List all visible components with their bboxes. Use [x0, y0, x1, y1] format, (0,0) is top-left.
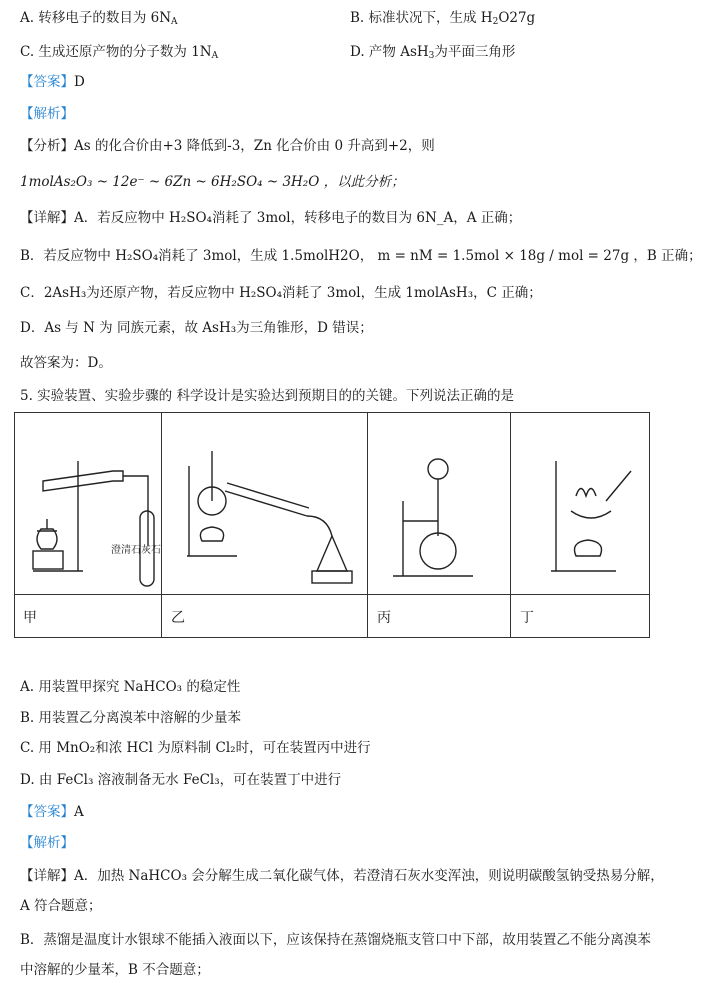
q5-option-a: A. 用装置甲探究 NaHCO₃ 的稳定性 — [20, 679, 241, 695]
q4-option-d: D. 产物 AsH$_3$为平面三角形 — [350, 44, 516, 61]
equation-line: 1molAs₂O₃ ~ 12e⁻ ~ 6Zn ~ 6H₂SO₄ ~ 3H₂O ，以此分析； — [20, 174, 405, 190]
detail2-b-line2: 中溶解的少量苯，B 不合题意； — [20, 962, 210, 978]
answer-line-1: 【答案】D — [20, 74, 85, 90]
detail-a-line: 【详解】A．若反应物中 H₂SO₄消耗了 3mol，转移电子的数目为 6N_A，A 正确； — [20, 210, 522, 226]
analysis-label-2: 【解析】 — [20, 835, 74, 851]
q5-option-b: B. 用装置乙分离溴苯中溶解的少量苯 — [20, 710, 242, 726]
conclusion-line: 故答案为：D。 — [20, 355, 112, 371]
question-5-stem: 5. 实验装置、实验步骤的 科学设计是实验达到预期目的的关键。下列说法正确的是 — [20, 388, 514, 404]
table-divider — [15, 594, 649, 595]
apparatus-table — [14, 412, 650, 638]
detail2-b-line1: B．蒸馏是温度计水银球不能插入液面以下，应该保持在蒸馏烧瓶支管口中下部，故用装置乙不能分离溴苯 — [20, 932, 651, 948]
q4-option-b: B. 标准状况下，生成 $H_2O27g$ — [350, 10, 536, 27]
apparatus-jia-drawing — [23, 441, 161, 591]
fenxi-line: 【分析】As 的化合价由+3 降低到-3，Zn 化合价由 0 升高到+2，则 — [20, 138, 435, 154]
apparatus-ding-drawing — [516, 441, 646, 591]
label-jia: 甲 — [23, 610, 37, 626]
analysis-label-1: 【解析】 — [20, 106, 74, 122]
detail2-a-line2: A 符合题意； — [20, 898, 102, 914]
q5-option-c: C. 用 MnO₂和浓 HCl 为原料制 Cl₂时，可在装置丙中进行 — [20, 740, 371, 756]
label-bing: 丙 — [377, 610, 391, 626]
detail2-a-line1: 【详解】A．加热 NaHCO₃ 会分解生成二氧化碳气体，若澄清石灰水变浑浊，则说明碳酸氢钠受热易分解， — [20, 868, 664, 884]
q4-option-a: A. 转移电子的数目为 $6N_A$ — [20, 10, 178, 27]
apparatus-bing-drawing — [373, 441, 505, 591]
detail-d-line: D．As 与 N 为 同族元素，故 AsH₃为三角锥形，D 错误； — [20, 320, 373, 336]
answer-line-2: 【答案】A — [20, 804, 84, 820]
q5-option-d: D. 由 FeCl₃ 溶液制备无水 FeCl₃，可在装置丁中进行 — [20, 772, 342, 788]
apparatus-text-1: 澄清石灰石 — [111, 545, 161, 556]
detail-b-line: B．若反应物中 H₂SO₄消耗了 3mol，生成 1.5molH2O， m = nM = 1.5mol × 18g / mol = 27g ，B 正确； — [20, 248, 702, 264]
answer-label: 【答案】 — [20, 74, 74, 90]
label-yi: 乙 — [171, 610, 185, 626]
detail-c-line: C．2AsH₃为还原产物，若反应物中 H₂SO₄消耗了 3mol，生成 1molAsH₃，C 正确； — [20, 285, 542, 301]
label-ding: 丁 — [520, 610, 534, 626]
apparatus-yi-drawing — [167, 441, 363, 591]
q4-option-c: C. 生成还原产物的分子数为 $1N_A$ — [20, 44, 219, 61]
